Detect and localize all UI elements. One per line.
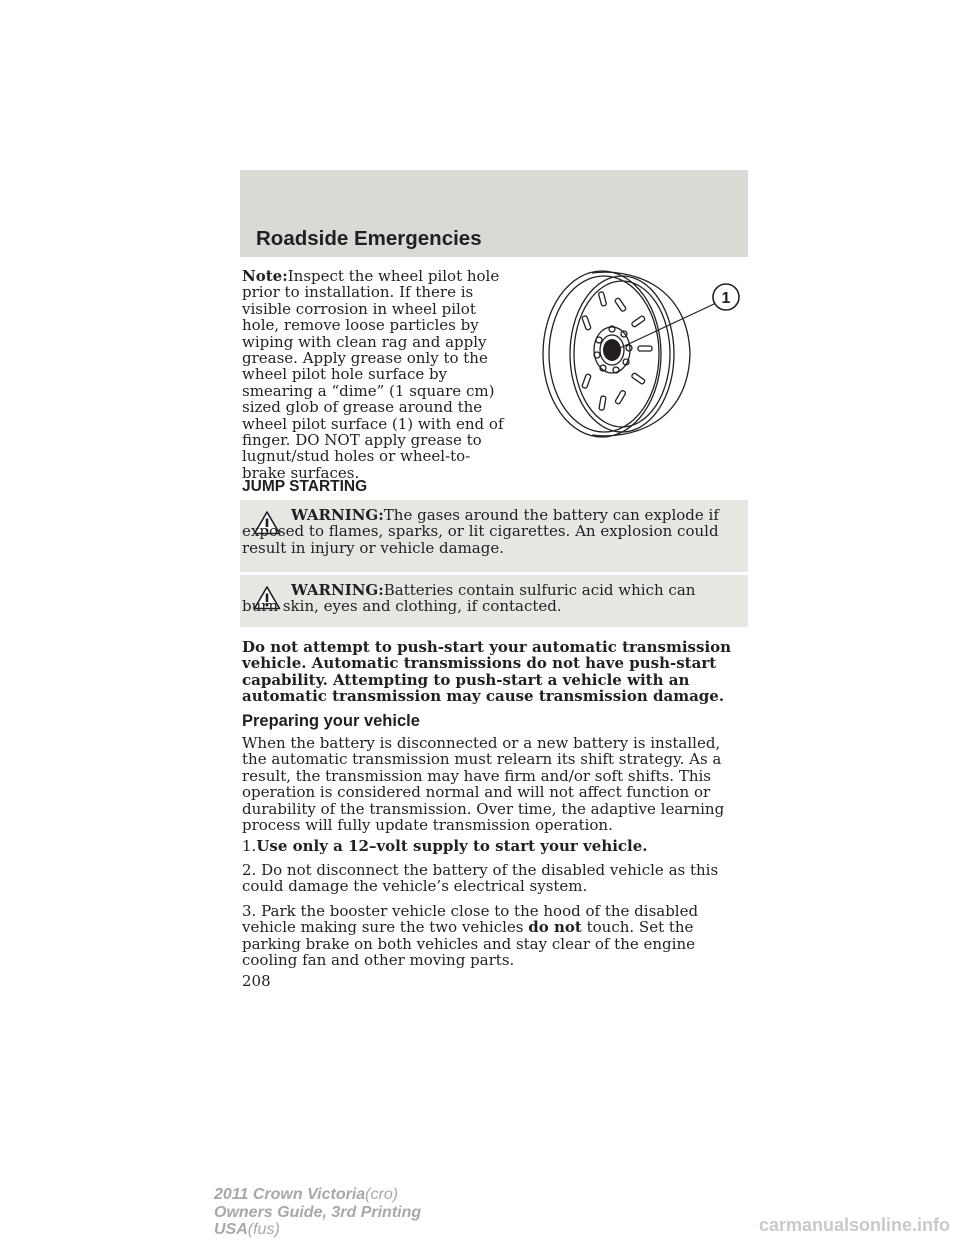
- page-number: 208: [242, 972, 271, 990]
- note-text: Inspect the wheel pilot hole prior to installation. If there is visible corrosion in wheel pilot hole, remove loose particles by wiping with clean rag and apply grease. Apply grease only to the wheel pilot hole surface by smearing a “dime” (1 square cm) sized glob of grease around the wheel pilot surface (1) with end of finger. DO NOT apply grease to lugnut/stud holes or wheel-to-brake surfaces.: [242, 267, 504, 482]
- warning-text-1: [242, 507, 734, 556]
- warning-box-1: [240, 500, 748, 572]
- step-1-text: Use only a 12–volt supply to start your vehicle.: [256, 837, 648, 855]
- step-3-emphasis: do not: [528, 918, 582, 937]
- step-2: 2. Do not disconnect the battery of the disabled vehicle as this could damage the vehicle’s electrical system.: [242, 861, 719, 896]
- footer-market-code: (fus): [247, 1221, 280, 1238]
- step-1: [242, 838, 748, 854]
- subsection-heading: Preparing your vehicle: [242, 712, 420, 730]
- wheel-illustration: [540, 264, 750, 444]
- section-heading-jump-starting: JUMP STARTING: [242, 478, 368, 495]
- footer-model: 2011 Crown Victoria: [214, 1186, 366, 1203]
- watermark: carmanualsonline.info: [758, 1215, 950, 1235]
- warning-box-2: [240, 575, 748, 627]
- footer-market: USA: [214, 1221, 248, 1238]
- warning-body: Batteries contain sulfuric acid which can burn skin, eyes and clothing, if contacted.: [242, 581, 696, 616]
- footer-edition: Owners Guide, 3rd Printing: [214, 1203, 422, 1221]
- note-label: Note:: [242, 267, 288, 285]
- step-3: [242, 903, 748, 969]
- intro-paragraph: When the battery is disconnected or a new battery is installed, the automatic transmission must relearn its shift strategy. As a result, the transmission may have firm and/or soft shifts. This operation is considered normal and will not affect function or durability of the transmission. Over time, the adaptive learning process will fully update transmission operation.: [242, 734, 725, 835]
- warning-text-2: [242, 582, 734, 615]
- warning-label: WARNING:: [291, 506, 384, 524]
- step-3-text-continued: touch. Set the parking brake on both vehicles and stay clear of the engine cooling fan and other moving parts.: [242, 918, 695, 970]
- figure-callout-1: 1: [721, 290, 731, 307]
- footer-model-code: (cro): [365, 1186, 399, 1203]
- section-header-band: [240, 170, 748, 257]
- page-title: Roadside Emergencies: [256, 227, 482, 250]
- warning-label: WARNING:: [291, 581, 384, 599]
- note-paragraph: [242, 268, 504, 481]
- step-3-text: 3. Park the booster vehicle close to the hood of the disabled vehicle making sure the two vehicles: [242, 902, 699, 937]
- warning-body: The gases around the battery can explode if exposed to flames, sparks, or lit cigarettes. An explosion could result in injury or vehicle damage.: [242, 506, 719, 557]
- document-footer: [214, 1186, 421, 1239]
- push-start-notice: Do not attempt to push-start your automatic transmission vehicle. Automatic transmissions do not have push-start capability. Attempting to push-start a vehicle with an automatic transmission may cause transmission damage.: [242, 638, 732, 706]
- step-1-number: 1.: [242, 837, 257, 855]
